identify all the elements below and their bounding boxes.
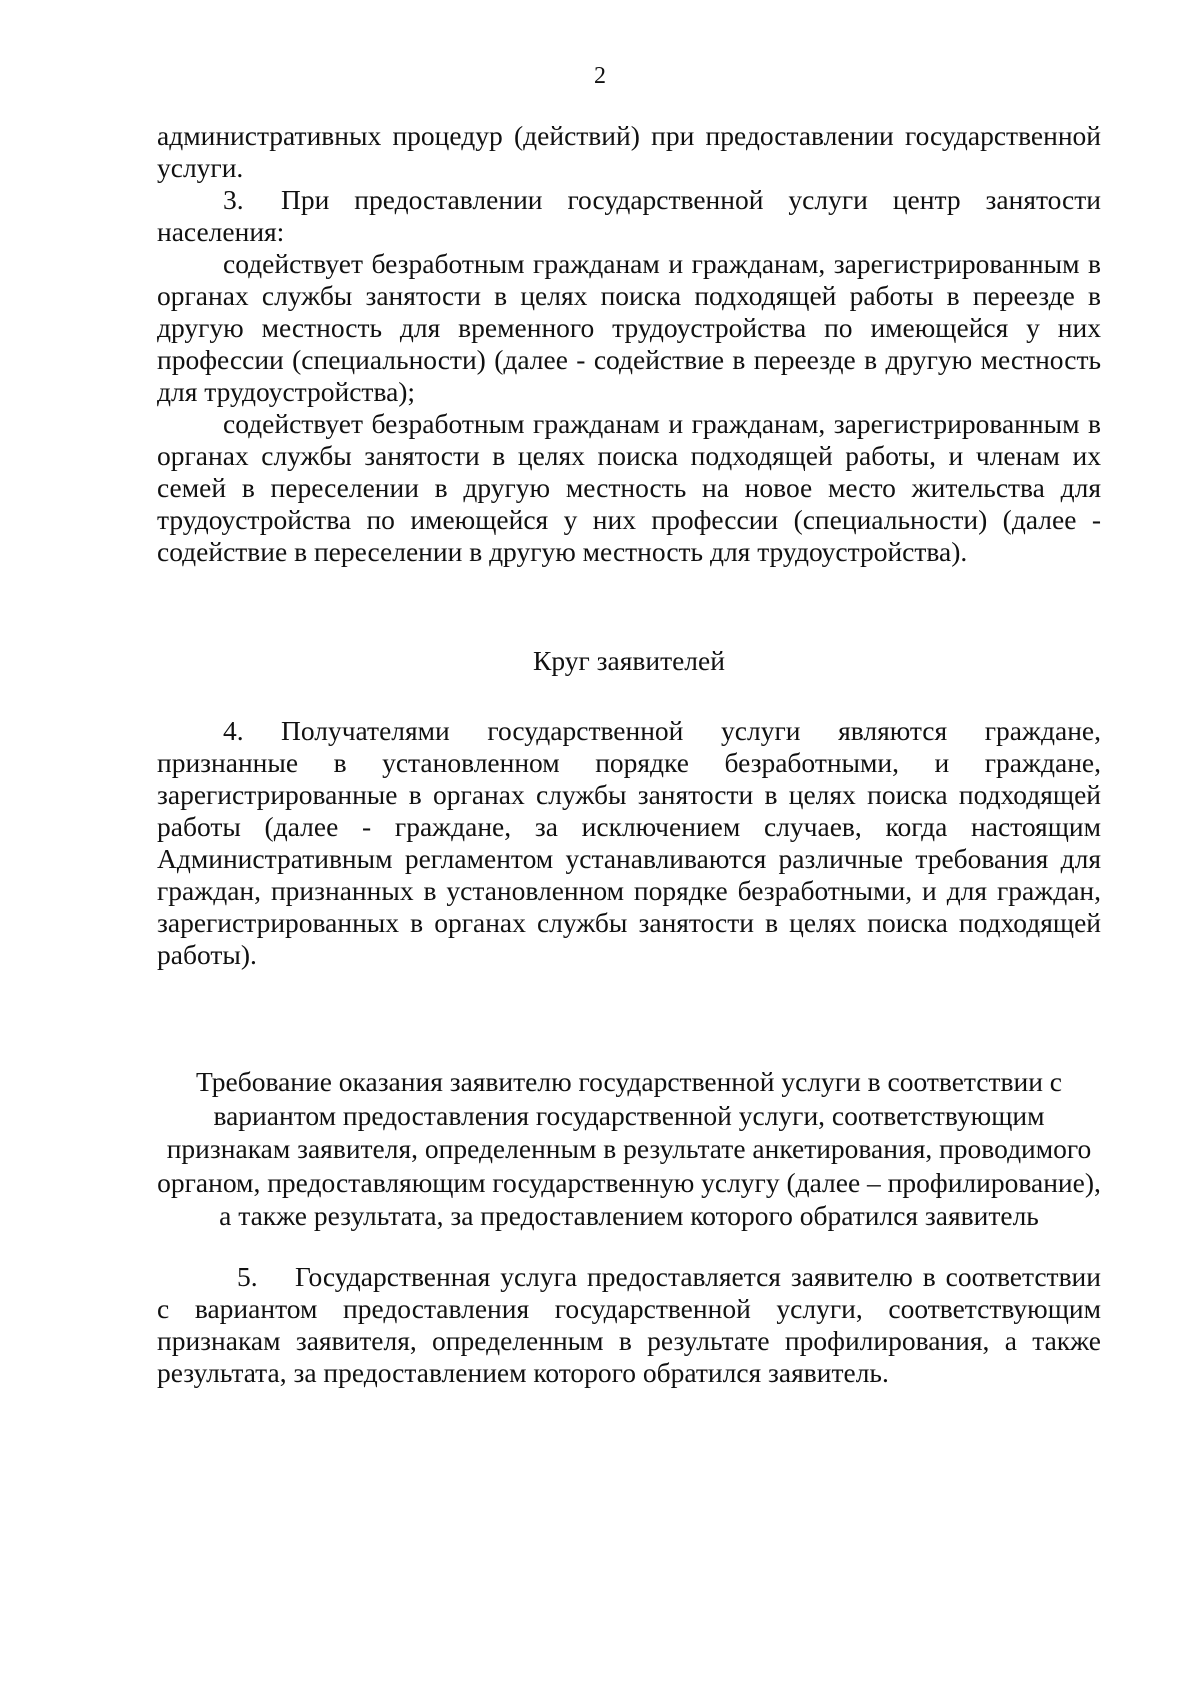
section-heading-applicants: Круг заявителей (533, 645, 725, 676)
paragraph-3-number: 3. (223, 184, 244, 215)
paragraph-4 (157, 715, 1101, 971)
page-number: 2 (594, 63, 606, 89)
paragraph-3-text: При предоставлении государственной услуги центр занятости населения: (157, 184, 1101, 247)
paragraph-5 (157, 1261, 1101, 1389)
paragraph-3-sub-1: содействует безработным гражданам и гражданам, зарегистрированным в органах службы занятости в целях поиска подходящей работы в переезде в другую местность для временного трудоустройства по имеющейся у них профессии (специальности) (далее - содействие в переезде в другую местность для трудоустройства); (157, 248, 1101, 407)
paragraph-4-text: Получателями государственной услуги являются граждане, признанные в установленном порядке безработными, и граждане, зарегистрированные в органах службы занятости в целях поиска подходящей работы (далее - граждане, за исключением случаев, когда настоящим Административным регламентом устанавливаются различные требования для граждан, признанных в установленном порядке безработными, и для граждан, зарегистрированных в органах службы занятости в целях поиска подходящей работы). (157, 715, 1101, 970)
section-heading-requirement: Требование оказания заявителю государственной услуги в соответствии с вариантом предоставления государственной услуги, соответствующим признакам заявителя, определенным в результате анкетирования, проводимого органом, предоставляющим государственную услугу (далее – профилирование), а также результата, за предоставлением которого обратился заявитель (157, 1066, 1101, 1231)
document-body (157, 120, 1101, 1389)
paragraph-3-sub-2: содействует безработным гражданам и гражданам, зарегистрированным в органах службы занятости в целях поиска подходящей работы, и членам их семей в переселении в другую местность на новое место жительства для трудоустройства по имеющейся у них профессии (специальности) (далее - содействие в переселении в другую местность для трудоустройства). (157, 408, 1101, 567)
paragraph-4-number: 4. (223, 715, 244, 746)
paragraph-intro-tail: административных процедур (действий) при предоставлении государственной услуги. (157, 120, 1101, 183)
paragraph-5-number: 5. (237, 1260, 258, 1292)
paragraph-3 (157, 184, 1101, 248)
paragraph-5-text: Государственная услуга предоставляется заявителю в соответствии с вариантом предоставления государственной услуги, соответствующим признакам заявителя, определенным в результате профилирования, а также результата, за предоставлением которого обратился заявитель. (157, 1260, 1101, 1388)
